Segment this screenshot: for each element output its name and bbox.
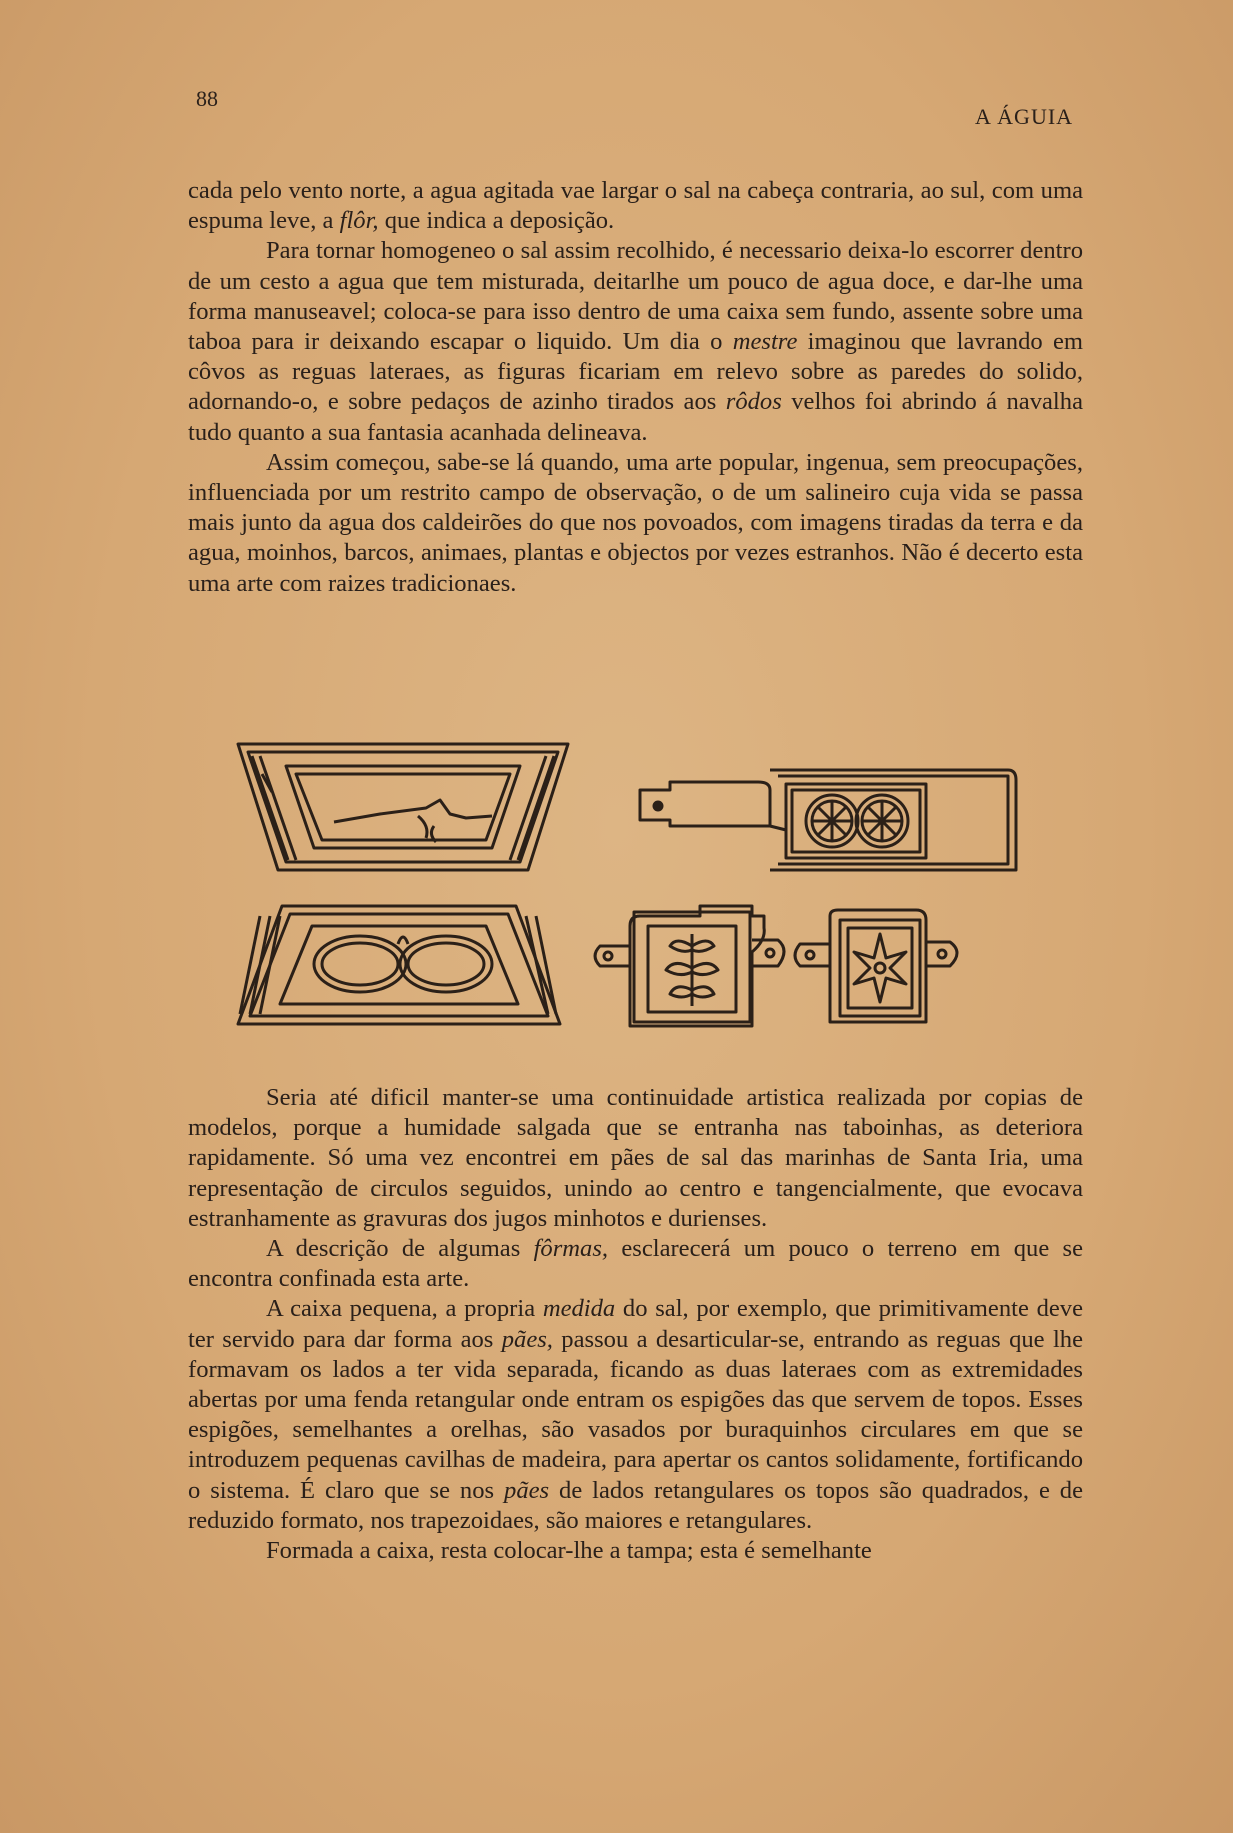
paragraph: [188, 176, 1083, 236]
trapezoid-mold-top-left: [238, 744, 568, 870]
italic-term: flôr,: [339, 207, 379, 235]
paragraph: [188, 236, 1083, 447]
italic-term: fôrmas,: [533, 1235, 609, 1263]
text-run: de lados retangulares os topos são quadrados, e de reduzido formato, nos trapezoidaes, são maiores e retangulares.: [188, 1476, 1084, 1534]
text-run: passou a desarticular-se, entrando as reguas que lhe formavam os lados a ter vida separada, ficando as duas lateraes com as extremidades abertas por uma fenda retangular onde entram os espigões das que servem de topos. Esses espigões, semelhantes a orelhas, são vasados por buraquinhos circulares em que se introduzem pequenas cavilhas de madeira, para apertar os cantos solidamente, fortificando o sistema. É claro que se nos: [188, 1325, 1083, 1504]
text-run: A caixa pequena, a propria: [266, 1295, 543, 1323]
italic-term: rôdos: [725, 388, 782, 416]
salt-mold-illustration: [230, 730, 1030, 1050]
italic-term: medida: [542, 1295, 616, 1323]
paddle-mold-top-right: [640, 770, 1016, 870]
text-run: que indica a deposição.: [378, 207, 615, 235]
running-head: A ÁGUIA: [975, 104, 1074, 129]
body-text-top: [188, 176, 1083, 599]
paragraph: [188, 448, 1083, 599]
paragraph: [188, 1234, 1083, 1294]
text-run: Formada a caixa, resta colocar-lhe a tampa; esta é semelhante: [266, 1537, 872, 1565]
italic-term: pães,: [501, 1325, 553, 1353]
body-text-bottom: [188, 1083, 1083, 1566]
text-run: Assim começou, sabe-se lá quando, uma arte popular, ingenua, sem preocupações, influenciada por um restrito campo de observação, o de um salineiro cuja vida se passa mais junto da agua dos caldeirões do que nos povoados, com imagens tiradas da terra e da agua, moinhos, barcos, animaes, plantas e objectos por vezes estranhos. Não é decerto esta uma arte com raizes tradicionaes.: [188, 448, 1083, 597]
paragraph: [188, 1536, 1083, 1566]
text-run: Para tornar homogeneo o sal assim recolhido, é necessario deixa-lo escorrer dentro de um cesto a agua que tem misturada, deitarlhe um pouco de agua doce, e dar-lhe uma forma manuseavel; coloca-se para isso dentro de uma caixa sem fundo, assente sobre uma taboa para ir deixando escapar o liquido. Um dia o: [188, 237, 1083, 356]
text-run: esclarecerá um pouco o terreno em que se encontra confinada esta arte.: [188, 1235, 1083, 1293]
page-number: 88: [196, 86, 218, 111]
text-run: Seria até dificil manter-se uma continuidade artistica realizada por copias de modelos, porque a humidade salgada que se entranha nas taboinhas, as deteriora rapidamente. Só uma vez encontrei em pães de sal das marinhas de Santa Iria, uma representação de circulos seguidos, unindo ao centro e tangencialmente, que evocava estranhamente as gravuras dos jugos minhotos e durienses.: [188, 1084, 1083, 1232]
italic-term: pães: [504, 1476, 550, 1504]
text-run: imaginou que lavrando em côvos as reguas lateraes, as figuras ficariam em relevo sobre as paredes do solido, adornando-o, e sobre pedaços de azinho tirados aos: [188, 328, 1083, 416]
text-run: A descrição de algumas: [266, 1235, 534, 1263]
cross-mold-plant: [595, 906, 784, 1026]
text-run: do sal, por exemplo, que primitivamente deve ter servido para dar forma aos: [188, 1295, 1083, 1353]
paragraph: [188, 1294, 1083, 1536]
trapezoid-mold-bottom-left: [238, 906, 560, 1024]
cross-mold-star: [795, 910, 957, 1022]
paragraph: [188, 1083, 1083, 1234]
text-run: cada pelo vento norte, a agua agitada vae largar o sal na cabeça contraria, ao sul, com uma espuma leve, a: [188, 177, 1083, 235]
text-run: velhos foi abrindo á navalha tudo quanto a sua fantasia acanhada delineava.: [188, 388, 1083, 446]
italic-term: mestre: [732, 328, 798, 356]
